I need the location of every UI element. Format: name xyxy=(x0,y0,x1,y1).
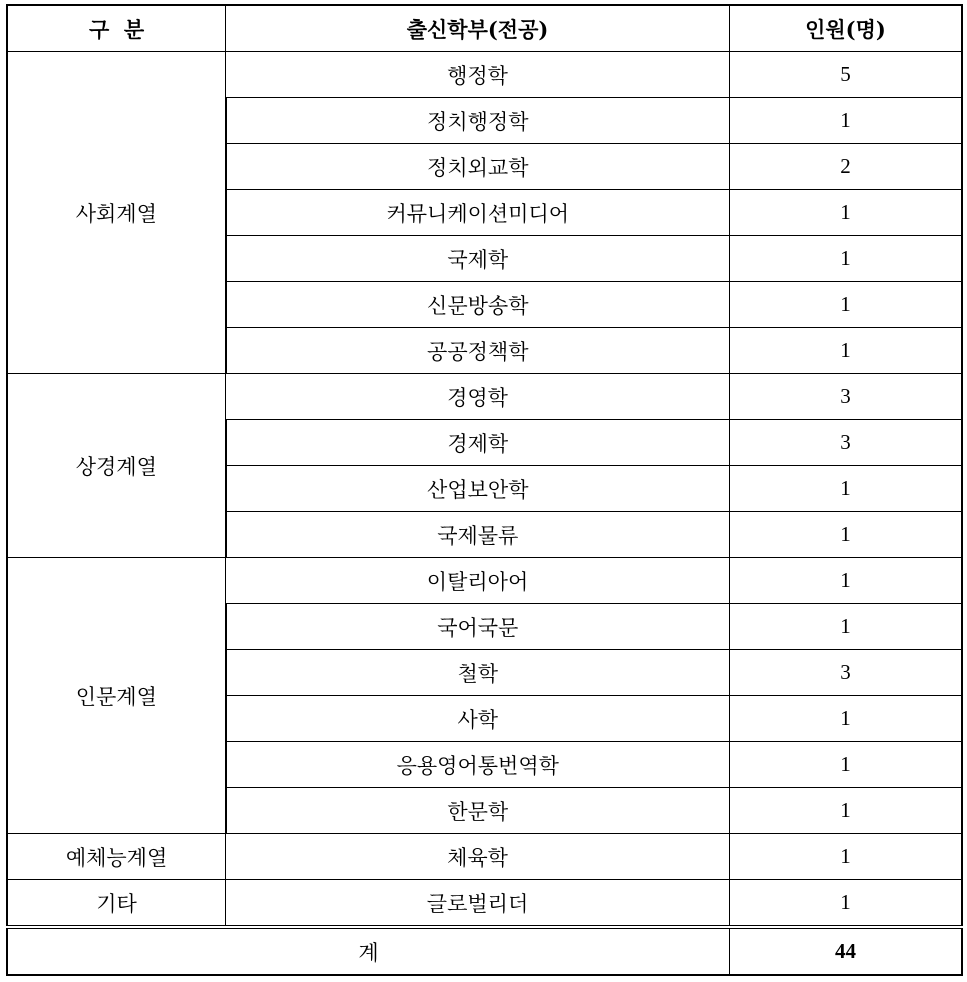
total-label: 계 xyxy=(7,927,729,975)
department-cell: 정치행정학 xyxy=(226,98,730,144)
department-cell: 국제학 xyxy=(226,236,730,282)
department-cell: 정치외교학 xyxy=(226,144,730,190)
table-body xyxy=(7,52,962,928)
department-cell: 응용영어통번역학 xyxy=(226,742,730,788)
major-table xyxy=(6,4,963,976)
header-row xyxy=(7,5,962,52)
group-name: 상경계열 xyxy=(7,374,226,558)
group-name: 기타 xyxy=(7,880,226,928)
count-cell: 1 xyxy=(729,466,962,512)
count-cell: 1 xyxy=(729,236,962,282)
count-cell: 2 xyxy=(729,144,962,190)
count-cell: 1 xyxy=(729,98,962,144)
count-cell: 3 xyxy=(729,420,962,466)
header-count: 인원(명) xyxy=(729,5,962,52)
department-cell: 이탈리아어 xyxy=(226,558,730,604)
department-cell: 국제물류 xyxy=(226,512,730,558)
total-row xyxy=(7,927,962,975)
count-cell: 1 xyxy=(729,742,962,788)
department-cell: 국어국문 xyxy=(226,604,730,650)
department-cell: 공공정책학 xyxy=(226,328,730,374)
department-cell: 행정학 xyxy=(226,52,730,98)
count-cell: 1 xyxy=(729,880,962,928)
count-cell: 1 xyxy=(729,328,962,374)
table-row xyxy=(7,834,962,880)
group-name: 인문계열 xyxy=(7,558,226,834)
header-category: 구 분 xyxy=(7,5,226,52)
count-cell: 1 xyxy=(729,282,962,328)
count-cell: 1 xyxy=(729,558,962,604)
table-row xyxy=(7,558,962,604)
count-cell: 1 xyxy=(729,788,962,834)
count-cell: 1 xyxy=(729,696,962,742)
department-cell: 신문방송학 xyxy=(226,282,730,328)
group-name: 사회계열 xyxy=(7,52,226,374)
total-count: 44 xyxy=(729,927,962,975)
table-row xyxy=(7,52,962,98)
department-cell: 산업보안학 xyxy=(226,466,730,512)
count-cell: 3 xyxy=(729,650,962,696)
department-cell: 체육학 xyxy=(226,834,730,880)
header-department: 출신학부(전공) xyxy=(226,5,730,52)
department-cell: 경제학 xyxy=(226,420,730,466)
count-cell: 1 xyxy=(729,834,962,880)
count-cell: 1 xyxy=(729,190,962,236)
department-cell: 커뮤니케이션미디어 xyxy=(226,190,730,236)
count-cell: 1 xyxy=(729,512,962,558)
department-cell: 글로벌리더 xyxy=(226,880,730,928)
count-cell: 3 xyxy=(729,374,962,420)
count-cell: 5 xyxy=(729,52,962,98)
count-cell: 1 xyxy=(729,604,962,650)
department-cell: 한문학 xyxy=(226,788,730,834)
department-cell: 철학 xyxy=(226,650,730,696)
table-row xyxy=(7,880,962,928)
department-cell: 경영학 xyxy=(226,374,730,420)
table-row xyxy=(7,374,962,420)
department-cell: 사학 xyxy=(226,696,730,742)
group-name: 예체능계열 xyxy=(7,834,226,880)
